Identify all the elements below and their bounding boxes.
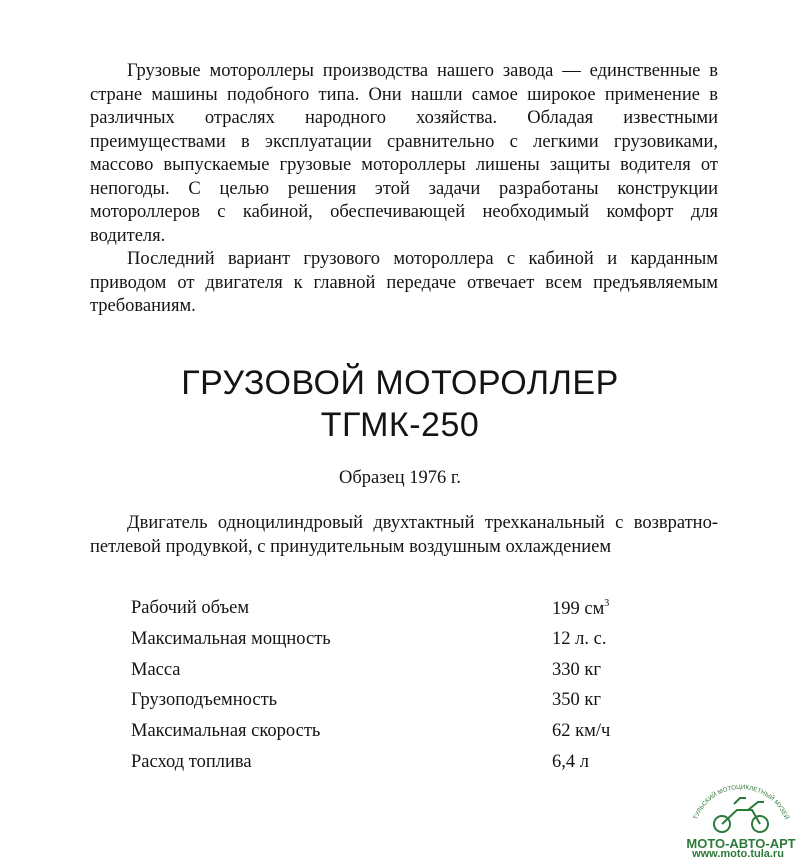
spec-value: 62 км/ч bbox=[552, 721, 611, 742]
watermark-arc-text: ТУЛЬСКИЙ МОТОЦИКЛЕТНЫЙ МУЗЕЙ bbox=[692, 783, 790, 821]
spec-label: Рабочий объем bbox=[131, 598, 250, 618]
spec-value-exponent: 3 bbox=[604, 598, 610, 609]
spec-value-text: 199 см bbox=[552, 599, 605, 619]
spec-value: 350 кг bbox=[552, 690, 601, 711]
spec-value: 6,4 л bbox=[552, 751, 589, 772]
engine-description bbox=[90, 512, 718, 559]
sample-year: Образец 1976 г. bbox=[338, 468, 462, 488]
spec-label: Максимальная мощность bbox=[131, 628, 331, 649]
spec-row bbox=[131, 629, 651, 660]
spec-row bbox=[131, 721, 651, 752]
spec-row bbox=[131, 690, 651, 721]
spec-label: Максимальная скорость bbox=[131, 721, 321, 742]
intro-paragraph-2: Последний вариант грузового мотороллера с кабиной и карданным приводом от двигателя к главной передаче отвечает всем предъявляемым требованиям. bbox=[90, 249, 718, 316]
spec-value: 330 кг bbox=[552, 659, 601, 680]
engine-paragraph: Двигатель одноцилиндровый двухтактный трехканальный с возвратно-петлевой продувкой, с принудительным воздушным охлаждением bbox=[90, 513, 718, 557]
spec-label: Расход топлива bbox=[131, 751, 252, 772]
watermark-name: МОТО-АВТО-АРТ bbox=[686, 836, 796, 851]
intro-text bbox=[90, 60, 718, 319]
spec-row bbox=[131, 752, 651, 783]
spec-value bbox=[552, 598, 609, 620]
product-title bbox=[0, 362, 800, 446]
specs-table bbox=[131, 598, 651, 783]
spec-label: Грузоподъемность bbox=[131, 690, 278, 711]
title-line-1: ГРУЗОВОЙ МОТОРОЛЛЕР bbox=[181, 364, 619, 402]
intro-paragraph-1: Грузовые мотороллеры производства нашего завода — единственные в стране машины подобного типа. Они нашли самое широкое применение в различных отраслях народного хозяйства. Обладая известными преимуществами в эксплуатации сравнительно с легкими грузовиками, массово выпускаемые грузовые мотороллеры лишены защиты водителя от непогоды. С целью решения этой задачи разработаны конструкции мотороллеров с кабиной, обеспечивающей необходимый комфорт для водителя. bbox=[90, 61, 718, 246]
watermark-url: www.moto.tula.ru bbox=[692, 848, 784, 860]
title-line-2: ТГМК-250 bbox=[320, 406, 480, 444]
scooter-icon bbox=[714, 798, 768, 832]
spec-row bbox=[131, 598, 651, 629]
spec-label: Масса bbox=[131, 659, 181, 680]
spec-row bbox=[131, 660, 651, 691]
spec-value: 12 л. с. bbox=[552, 628, 607, 649]
